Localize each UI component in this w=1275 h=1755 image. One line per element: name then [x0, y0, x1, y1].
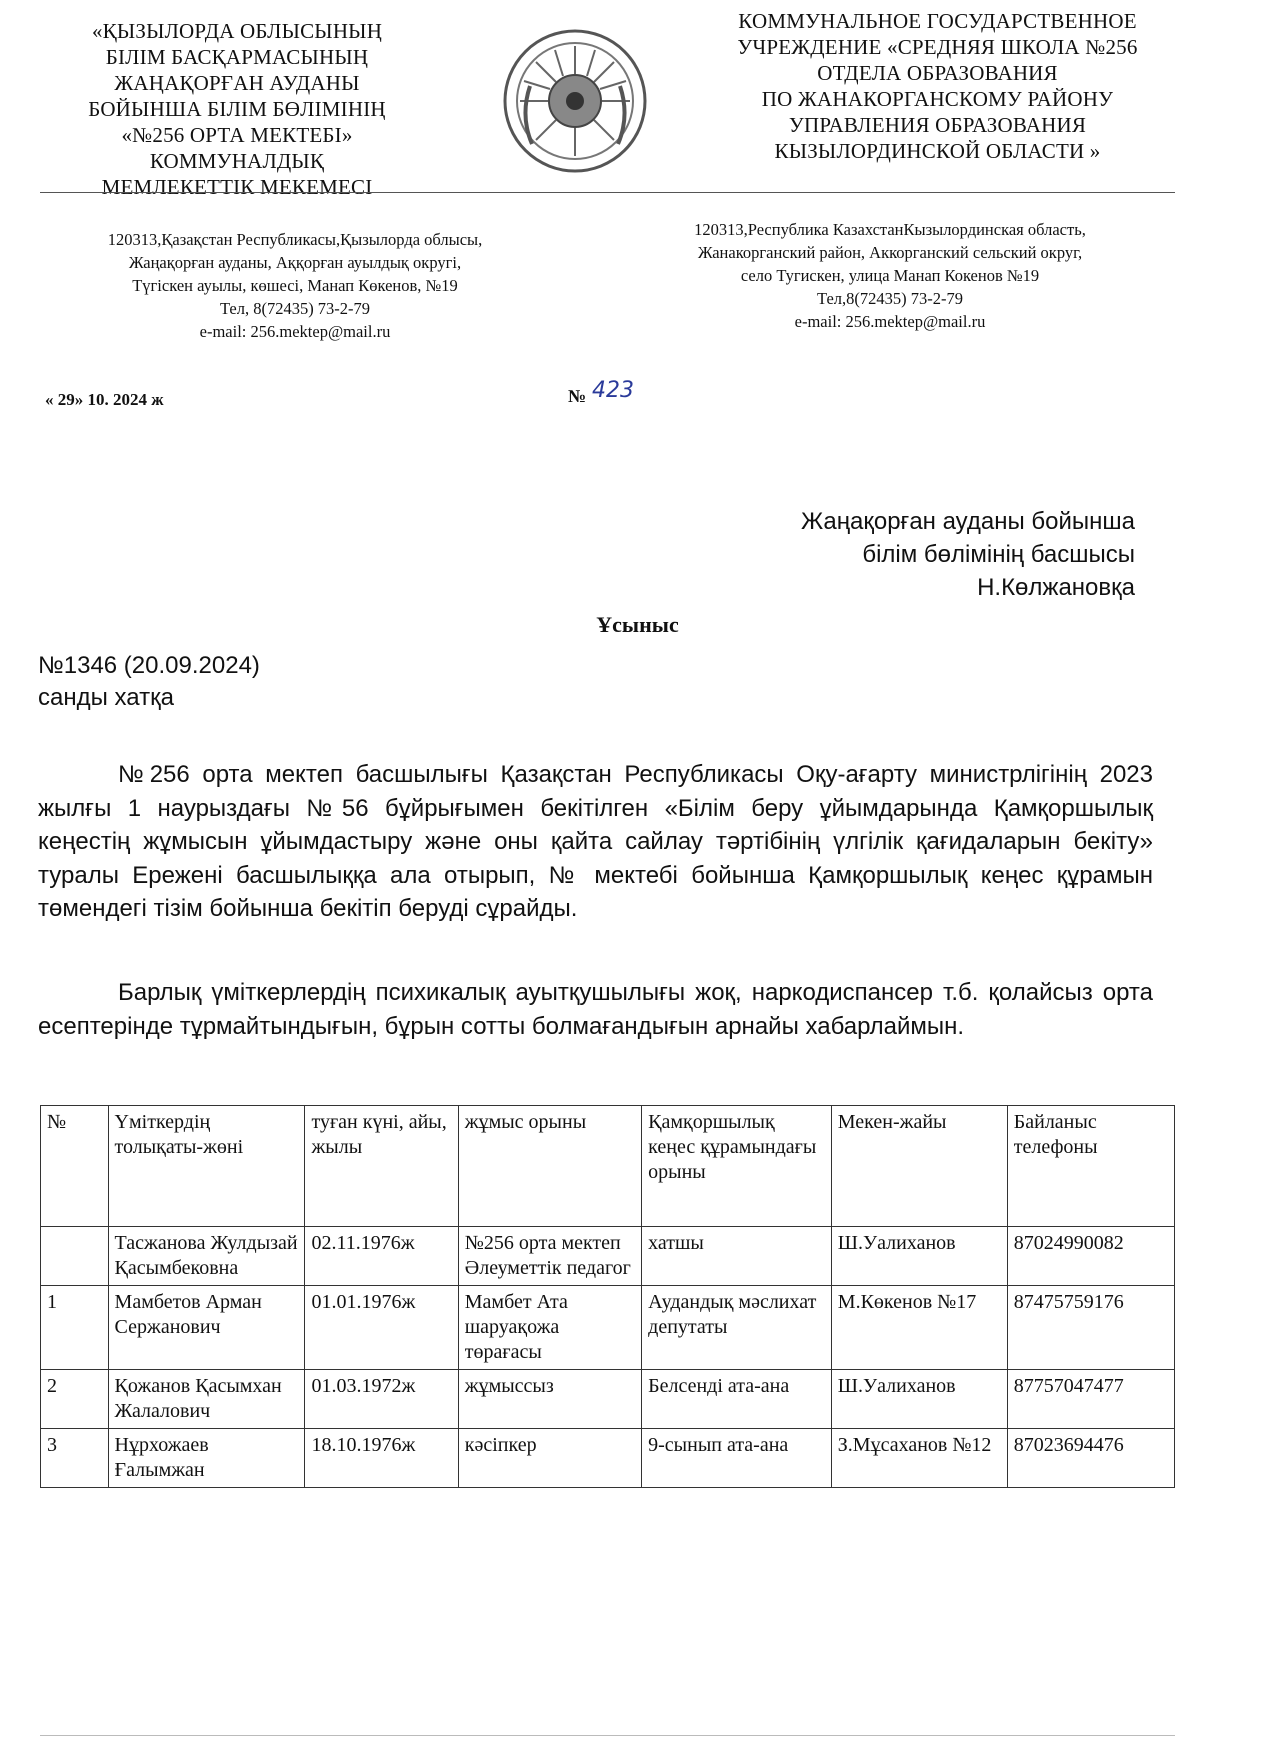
address-line: 120313,Республика КазахстанКызылординская область, — [694, 220, 1086, 239]
table-cell: Тасжанова Жулдызай Қасымбековна — [108, 1227, 305, 1286]
header-line: УЧРЕЖДЕНИЕ «СРЕДНЯЯ ШКОЛА №256 — [737, 35, 1138, 59]
table-row — [41, 1429, 1175, 1488]
column-header: туған күні, айы, жылы — [305, 1106, 458, 1227]
address-line: 120313,Қазақстан Республикасы,Қызылорда облысы, — [107, 230, 483, 249]
table-cell: Мамбетов Арман Сержанович — [108, 1286, 305, 1370]
outgoing-number-label: № — [568, 386, 587, 406]
table-row — [41, 1286, 1175, 1370]
table-cell: 9-сынып ата-ана — [642, 1429, 832, 1488]
address-line: Тел, 8(72435) 73-2-79 — [219, 299, 371, 318]
body-paragraph: Барлық үміткерлердің психикалық ауытқушылығы жоқ, наркодиспансер т.б. қолайсыз орта есептерінде тұрмайтындығын, бұрын сотты болмағандығын арнайы хабарлаймын. — [38, 979, 1153, 1040]
table-cell: Мамбет Ата шаруақожа төрағасы — [458, 1286, 641, 1370]
table-cell — [41, 1227, 109, 1286]
candidates-table — [40, 1105, 1175, 1488]
column-header: Байланыс телефоны — [1007, 1106, 1174, 1227]
header-line: БІЛІМ БАСҚАРМАСЫНЫҢ — [105, 45, 369, 69]
column-header: № — [41, 1106, 109, 1227]
document-title: Ұсыныс — [596, 612, 679, 637]
address-line: Жанакорганский район, Аккорганский сельский округ, — [697, 243, 1083, 262]
table-cell: жұмыссыз — [458, 1370, 641, 1429]
address-line: Тел,8(72435) 73-2-79 — [817, 289, 963, 308]
table-cell: 87024990082 — [1007, 1227, 1174, 1286]
table-cell: М.Көкенов №17 — [831, 1286, 1007, 1370]
header-divider — [40, 192, 1175, 193]
table-cell: 01.01.1976ж — [305, 1286, 458, 1370]
table-cell: 1 — [41, 1286, 109, 1370]
table-cell: Ш.Уалиханов — [831, 1227, 1007, 1286]
header-line: ПО ЖАНАКОРГАНСКОМУ РАЙОНУ — [761, 87, 1114, 111]
table-cell: Нұрхожаев Ғалымжан — [108, 1429, 305, 1488]
header-line: УПРАВЛЕНИЯ ОБРАЗОВАНИЯ — [788, 113, 1087, 137]
table-cell: Қожанов Қасымхан Жалалович — [108, 1370, 305, 1429]
address-line: Түгіскен ауылы, көшесі, Манап Көкенов, №19 — [132, 276, 458, 295]
table-cell: 87475759176 — [1007, 1286, 1174, 1370]
addressee-name: Н.Көлжановқа — [977, 574, 1135, 601]
table-cell: 87757047477 — [1007, 1370, 1174, 1429]
address-russian — [640, 218, 1140, 333]
table-cell: 02.11.1976ж — [305, 1227, 458, 1286]
document-date: « 29» 10. 2024 ж — [45, 390, 164, 409]
table-row — [41, 1227, 1175, 1286]
table-cell: З.Мұсаханов №12 — [831, 1429, 1007, 1488]
column-header: Мекен-жайы — [831, 1106, 1007, 1227]
footer-divider — [40, 1735, 1175, 1736]
column-header: Үміткердің толықаты-жөні — [108, 1106, 305, 1227]
table-cell: 3 — [41, 1429, 109, 1488]
column-header: жұмыс орыны — [458, 1106, 641, 1227]
addressee-line: білім бөлімінің басшысы — [862, 541, 1135, 568]
header-line: ЖАҢАҚОРҒАН АУДАНЫ — [114, 71, 360, 95]
header-line: ОТДЕЛА ОБРАЗОВАНИЯ — [817, 61, 1058, 85]
reference-note: санды хатқа — [38, 684, 174, 711]
reference-number: №1346 (20.09.2024) — [38, 652, 260, 679]
addressee-line: Жаңақорған ауданы бойынша — [800, 508, 1135, 535]
header-line: КОММУНАЛДЫҚ — [149, 149, 325, 173]
table-cell: 18.10.1976ж — [305, 1429, 458, 1488]
table-cell: хатшы — [642, 1227, 832, 1286]
column-header: Қамқоршылық кеңес құрамындағы орыны — [642, 1106, 832, 1227]
header-line: «ҚЫЗЫЛОРДА ОБЛЫСЫНЫҢ — [91, 19, 383, 43]
header-line: КОММУНАЛЬНОЕ ГОСУДАРСТВЕННОЕ — [738, 9, 1137, 33]
address-line: Жаңақорған ауданы, Аққорған ауылдық округі, — [128, 253, 462, 272]
table-cell: №256 орта мектеп Әлеуметтік педагог — [458, 1227, 641, 1286]
table-cell: 2 — [41, 1370, 109, 1429]
table-cell: Ш.Уалиханов — [831, 1370, 1007, 1429]
header-line: МЕМЛЕКЕТТІК МЕКЕМЕСІ — [101, 175, 373, 199]
header-line: КЫЗЫЛОРДИНСКОЙ ОБЛАСТИ » — [774, 139, 1101, 163]
header-russian — [700, 8, 1175, 164]
reference-block — [38, 650, 260, 714]
address-email: e-mail: 256.mektep@mail.ru — [794, 312, 986, 331]
address-kazakh — [55, 228, 535, 343]
table-cell: Белсенді ата-ана — [642, 1370, 832, 1429]
addressee-block — [801, 505, 1135, 604]
header-line: «№256 ОРТА МЕКТЕБІ» — [121, 123, 353, 147]
table-cell: кәсіпкер — [458, 1429, 641, 1488]
address-email: e-mail: 256.mektep@mail.ru — [199, 322, 391, 341]
state-emblem-icon — [500, 26, 650, 176]
table-header-row — [41, 1106, 1175, 1227]
header-kazakh — [62, 18, 412, 200]
outgoing-number-handwritten: 423 — [592, 378, 634, 403]
table-cell: 01.03.1972ж — [305, 1370, 458, 1429]
table-row — [41, 1370, 1175, 1429]
table-cell: 87023694476 — [1007, 1429, 1174, 1488]
header-line: БОЙЫНША БІЛІМ БӨЛІМІНІҢ — [88, 97, 386, 121]
address-line: село Тугискен, улица Манап Кокенов №19 — [740, 266, 1040, 285]
table-cell: Аудандық мәслихат депутаты — [642, 1286, 832, 1370]
body-paragraph: №256 орта мектеп басшылығы Қазақстан Республикасы Оқу-ағарту министрлігінің 2023 жылғы 1 наурыздағы №56 бұйрығымен бекітілген «Білім беру ұйымдарында Қамқоршылық кеңестің жұмысын ұйымдастыру және оны қайта сайлау тәртібінің үлгілік қағидаларын бекіту» туралы Ережені басшылыққа ала отырып, № мектебі бойынша Қамқоршылық кеңес құрамын төмендегі тізім бойынша бекітіп беруді сұрайды. — [38, 761, 1153, 922]
